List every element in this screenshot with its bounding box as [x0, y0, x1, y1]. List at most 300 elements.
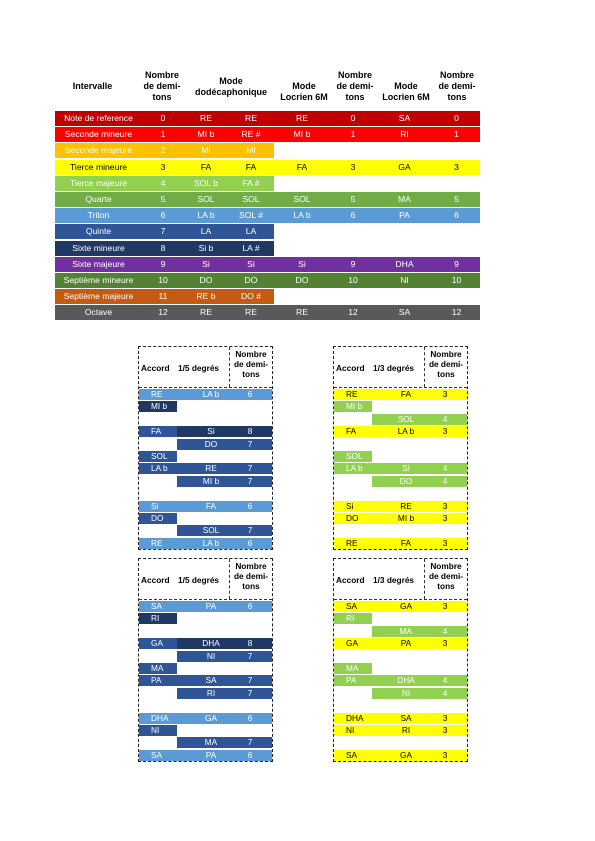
interval-cell: RE	[245, 113, 257, 123]
panel-header-chord: Accord	[336, 575, 365, 585]
interval-name: Quinte	[85, 226, 112, 237]
panel-row	[334, 675, 467, 686]
semitone-count: 3	[442, 426, 448, 437]
panel-row	[334, 725, 467, 736]
degree-note: LA b	[202, 537, 220, 548]
interval-cell: NI	[400, 275, 409, 285]
interval-cell: 9	[350, 258, 356, 269]
chord-note: DHA	[151, 712, 169, 723]
chord-note: DO	[346, 513, 359, 523]
header-line: tons	[242, 581, 260, 591]
header-semitones-3	[434, 70, 480, 103]
interval-cell: 9	[160, 258, 166, 269]
header-line: Locrien 6M	[280, 92, 328, 102]
degree-note: GA	[400, 749, 412, 760]
interval-cell: LA	[200, 226, 212, 237]
interval-cell: MI b	[197, 129, 215, 140]
degree-note: LA b	[202, 389, 220, 399]
interval-cell: 8	[160, 242, 166, 253]
semitone-count: 4	[442, 675, 448, 686]
interval-cell: MI	[246, 145, 256, 156]
interval-name: Octave	[84, 307, 113, 318]
panel-row	[334, 451, 467, 462]
panel-row	[334, 463, 467, 474]
chord-note: SA	[346, 601, 358, 611]
interval-cell: RE #	[241, 129, 261, 140]
panel-row	[334, 501, 467, 512]
interval-cell: Si b	[198, 242, 214, 253]
interval-cell: DHA	[395, 258, 414, 269]
interval-row	[55, 143, 274, 158]
panel-header-semitones	[230, 349, 272, 379]
panel-row	[334, 626, 467, 637]
interval-cell: 7	[160, 226, 166, 237]
panel-header-semitones	[230, 561, 272, 591]
semitone-count	[235, 613, 265, 624]
interval-cell: 3	[350, 161, 356, 172]
degree-note: Si	[207, 426, 215, 437]
header-line: Nombre	[430, 349, 462, 359]
interval-row	[55, 208, 480, 223]
interval-cell: DO	[244, 275, 258, 285]
chord-note: RI	[346, 613, 355, 624]
header-line: tons	[437, 369, 455, 379]
panel-row	[139, 463, 272, 474]
interval-row	[55, 305, 480, 320]
interval-cell: 6	[350, 210, 356, 221]
interval-cell: GA	[398, 161, 411, 172]
semitone-count: 7	[247, 675, 253, 686]
panel-row	[334, 538, 467, 549]
semitone-count: 6	[247, 601, 253, 611]
panel-header-degrees: 1/3 degrés	[373, 575, 415, 585]
interval-cell: LA b	[197, 210, 215, 221]
degree-note: FA	[205, 500, 217, 511]
interval-cell: RE	[200, 113, 212, 123]
interval-cell: SOL #	[238, 210, 264, 221]
interval-row	[55, 289, 274, 304]
interval-cell: 0	[160, 113, 166, 123]
semitone-count: 6	[247, 537, 253, 548]
header-line: Mode	[219, 76, 243, 86]
semitone-count: 4	[442, 413, 448, 424]
semitone-count: 4	[442, 687, 448, 698]
panel-row	[139, 538, 272, 549]
interval-cell: 5	[350, 194, 356, 204]
degree-note: PA	[400, 638, 412, 649]
degree-note: DO	[399, 475, 413, 486]
interval-cell: 1	[160, 129, 166, 140]
header-line: de demi-	[233, 359, 269, 369]
interval-row	[55, 192, 480, 207]
header-divider	[334, 599, 467, 600]
degree-note: PA	[205, 601, 217, 611]
chord-note: GA	[151, 638, 163, 649]
interval-cell: 1	[350, 129, 356, 140]
degree-note: SA	[400, 712, 412, 723]
interval-row	[55, 224, 274, 239]
chord-note: GA	[346, 638, 358, 649]
degree-note: PA	[205, 749, 217, 760]
interval-cell: PA	[399, 210, 410, 221]
panel-row	[139, 426, 272, 437]
degree-note: DHA	[397, 675, 415, 686]
semitone-count: 6	[247, 712, 253, 723]
semitone-count: 3	[442, 513, 448, 523]
chord-note: DHA	[346, 712, 364, 723]
interval-cell: 3	[160, 161, 166, 172]
semitone-count: 8	[247, 638, 253, 649]
interval-row	[55, 273, 480, 288]
panel-row	[139, 688, 272, 699]
header-line: Nombre	[235, 561, 267, 571]
interval-name: Sixte mineure	[72, 242, 125, 253]
degree-note: MA	[399, 625, 413, 636]
chord-panel	[138, 558, 273, 762]
interval-name: Triton	[87, 210, 110, 221]
panel-header-degrees: 1/5 degrés	[178, 363, 220, 373]
header-line: Mode	[394, 81, 418, 91]
panel-row	[139, 601, 272, 612]
degree-note: SOL	[202, 525, 220, 536]
panel-header-degrees: 1/5 degrés	[178, 575, 220, 585]
interval-cell: RE	[200, 307, 212, 318]
interval-cell: RE	[296, 307, 308, 318]
semitone-count: 6	[247, 500, 253, 511]
interval-cell: MI b	[293, 129, 311, 140]
semitone-count: 3	[442, 638, 448, 649]
interval-cell: FA	[245, 161, 257, 172]
semitone-count	[235, 663, 265, 674]
interval-cell: 5	[160, 194, 166, 204]
interval-cell: 11	[158, 291, 168, 302]
header-line: de demi-	[143, 81, 181, 91]
semitone-count: 4	[442, 625, 448, 636]
panel-row	[139, 638, 272, 649]
interval-cell: RE	[245, 307, 257, 318]
panel-header-degrees: 1/3 degrés	[373, 363, 415, 373]
header-line: de demi-	[336, 81, 374, 91]
interval-row	[55, 257, 480, 272]
interval-cell: 12	[348, 307, 358, 318]
semitone-count: 6	[247, 749, 253, 760]
degree-note: FA	[400, 389, 412, 399]
semitone-count: 7	[247, 475, 253, 486]
chord-note: RE	[151, 537, 163, 548]
semitone-count	[430, 613, 460, 624]
panel-row	[139, 651, 272, 662]
interval-name: Seconde majeure	[64, 145, 133, 156]
interval-cell: 9	[454, 258, 459, 269]
semitone-count: 6	[247, 389, 253, 399]
interval-cell: SOL b	[193, 177, 219, 188]
semitone-count: 3	[442, 389, 448, 399]
interval-cell: 5	[454, 194, 459, 204]
header-line: tons	[242, 369, 260, 379]
chord-note: MI b	[346, 401, 363, 412]
header-semitones-2	[332, 70, 378, 103]
interval-cell: 12	[451, 307, 462, 318]
header-line: de demi-	[428, 571, 464, 581]
panel-row	[334, 688, 467, 699]
chord-note: RI	[151, 613, 160, 624]
header-dodecaphonic	[186, 76, 276, 98]
interval-cell: SA	[398, 113, 411, 123]
interval-row	[55, 176, 274, 191]
panel-row	[139, 525, 272, 536]
panel-row	[334, 713, 467, 724]
chord-note: NI	[346, 725, 355, 735]
panel-row	[334, 750, 467, 761]
header-line: Locrien 6M	[382, 92, 430, 102]
panel-header-chord: Accord	[141, 575, 170, 585]
interval-cell: 2	[160, 145, 166, 156]
header-line: de demi-	[438, 81, 476, 91]
panel-row	[139, 675, 272, 686]
interval-name: Tierce mineure	[70, 161, 127, 172]
header-divider	[139, 387, 272, 388]
panel-row	[139, 725, 272, 736]
panel-row	[334, 663, 467, 674]
chord-note: LA b	[346, 463, 363, 474]
interval-cell: 4	[160, 177, 166, 188]
panel-header-semitones	[425, 349, 467, 379]
degree-note: LA b	[397, 426, 415, 437]
panel-row	[139, 451, 272, 462]
degree-note: RI	[401, 725, 411, 735]
semitone-count: 3	[442, 712, 448, 723]
interval-cell: FA	[200, 161, 212, 172]
degree-note: FA	[400, 537, 412, 548]
degree-note: NI	[206, 650, 216, 661]
header-line: Nombre	[337, 70, 372, 80]
semitone-count: 4	[442, 463, 448, 474]
header-line: tons	[447, 92, 467, 102]
header-divider	[334, 387, 467, 388]
chord-note: DO	[151, 513, 164, 523]
degree-note: RE	[400, 500, 412, 511]
chord-note: SA	[151, 749, 163, 760]
semitone-count	[235, 725, 265, 736]
degree-note	[386, 451, 426, 462]
interval-cell: MI	[201, 145, 211, 156]
interval-cell: DO #	[240, 291, 262, 302]
chord-note: FA	[346, 426, 357, 437]
semitone-count	[235, 513, 265, 524]
degree-note	[386, 663, 426, 674]
degree-note: MI b	[397, 513, 415, 523]
interval-cell: SA	[398, 307, 411, 318]
panel-row	[139, 476, 272, 487]
chord-note: MA	[346, 663, 359, 673]
interval-cell: SOL	[242, 194, 260, 204]
interval-cell: DO	[295, 275, 309, 285]
semitone-count: 7	[247, 687, 253, 698]
degree-note	[191, 663, 231, 674]
interval-cell: SOL	[293, 194, 311, 204]
degree-note	[386, 401, 426, 412]
header-line: tons	[437, 581, 455, 591]
panel-row	[334, 476, 467, 487]
interval-name: Tierce majeure	[70, 177, 127, 188]
chord-note: RE	[151, 389, 163, 399]
semitone-count: 3	[442, 601, 448, 611]
chord-note: PA	[151, 675, 162, 686]
panel-row	[139, 737, 272, 748]
header-line: Nombre	[430, 561, 462, 571]
interval-cell: SOL	[197, 194, 215, 204]
panel-row	[334, 513, 467, 524]
interval-cell: 10	[451, 275, 462, 285]
chord-panel	[333, 558, 468, 762]
header-line: Nombre	[439, 70, 474, 80]
interval-cell: FA	[296, 161, 308, 172]
interval-cell: Si	[202, 258, 210, 269]
interval-cell: RI	[400, 129, 409, 140]
interval-cell: FA #	[242, 177, 260, 188]
chord-note: MI b	[151, 401, 168, 412]
interval-cell: RE b	[196, 291, 216, 302]
interval-cell: LA	[245, 226, 257, 237]
semitone-count	[430, 401, 460, 412]
panel-row	[139, 501, 272, 512]
panel-header-chord: Accord	[141, 363, 170, 373]
degree-note: GA	[205, 712, 217, 723]
interval-name: Sixte majeure	[72, 258, 125, 269]
panel-row	[334, 389, 467, 400]
interval-cell: RE	[296, 113, 308, 123]
panel-row	[139, 439, 272, 450]
interval-cell: 1	[454, 129, 459, 140]
degree-note: DO	[204, 438, 218, 449]
panel-row	[334, 414, 467, 425]
panel-row	[334, 426, 467, 437]
interval-cell: 12	[158, 307, 168, 318]
header-line: Nombre	[144, 70, 179, 80]
chord-note: MA	[151, 663, 164, 673]
chord-panel	[138, 346, 273, 550]
degree-note	[191, 451, 231, 462]
chord-note: SA	[151, 601, 163, 611]
chord-note: FA	[151, 426, 162, 437]
interval-cell: 10	[348, 275, 358, 285]
header-line: dodécaphonique	[195, 87, 267, 97]
chord-note: LA b	[151, 463, 168, 474]
semitone-count	[235, 401, 265, 412]
degree-note: MA	[204, 737, 218, 748]
semitone-count: 8	[247, 426, 253, 437]
header-locrien-1	[276, 81, 332, 103]
header-line: de demi-	[233, 571, 269, 581]
interval-cell: 3	[454, 161, 459, 172]
interval-cell: 6	[160, 210, 166, 221]
semitone-count: 3	[442, 725, 448, 735]
interval-cell: 0	[454, 113, 459, 123]
degree-note: RI	[206, 687, 216, 698]
degree-note: SA	[205, 675, 217, 686]
semitone-count: 4	[442, 475, 448, 486]
header-line: Nombre	[235, 349, 267, 359]
degree-note	[191, 401, 231, 412]
interval-name: Septième mineure	[63, 275, 134, 285]
chord-panel	[333, 346, 468, 550]
interval-name: Note de reference	[64, 113, 133, 123]
interval-row	[55, 111, 480, 126]
semitone-count: 3	[442, 500, 448, 511]
semitone-count: 7	[247, 438, 253, 449]
degree-note: DHA	[202, 638, 220, 649]
interval-cell: LA #	[242, 242, 260, 253]
panel-header-chord: Accord	[336, 363, 365, 373]
panel-row	[334, 613, 467, 624]
interval-cell: Si	[298, 258, 306, 269]
degree-note: MI b	[202, 475, 220, 486]
header-divider	[139, 599, 272, 600]
chord-note: PA	[346, 675, 357, 686]
header-line: Mode	[292, 81, 316, 91]
interval-cell: Si	[247, 258, 255, 269]
panel-row	[139, 750, 272, 761]
degree-note: NI	[401, 687, 411, 698]
semitone-count: 7	[247, 650, 253, 661]
chord-note: SOL	[346, 451, 363, 461]
interval-cell: DO	[199, 275, 213, 285]
interval-cell: 6	[454, 210, 459, 221]
panel-row	[139, 663, 272, 674]
semitone-count	[430, 451, 460, 462]
panel-row	[139, 513, 272, 524]
panel-row	[139, 389, 272, 400]
panel-row	[139, 613, 272, 624]
header-line: tons	[345, 92, 365, 102]
panel-row	[139, 713, 272, 724]
chord-note: SOL	[151, 451, 168, 461]
semitone-count	[430, 663, 460, 674]
header-interval: Intervalle	[72, 81, 113, 91]
chord-note: RE	[346, 389, 358, 399]
interval-cell: 0	[350, 113, 356, 123]
semitone-count: 7	[247, 525, 253, 536]
semitone-count: 3	[442, 749, 448, 760]
panel-header-semitones	[425, 561, 467, 591]
semitone-count: 3	[442, 537, 448, 548]
interval-row	[55, 160, 480, 175]
degree-note	[191, 513, 231, 524]
header-line: de demi-	[428, 359, 464, 369]
interval-cell: MA	[398, 194, 411, 204]
chord-note: Si	[346, 500, 354, 511]
panel-row	[139, 401, 272, 412]
degree-note: GA	[400, 601, 412, 611]
interval-cell: 10	[158, 275, 168, 285]
semitone-count	[235, 451, 265, 462]
degree-note	[191, 725, 231, 736]
interval-name: Quarte	[85, 194, 112, 204]
chord-note: RE	[346, 537, 358, 548]
interval-cell: LA b	[293, 210, 311, 221]
chord-note: Si	[151, 500, 159, 511]
header-semitones-1	[138, 70, 186, 103]
interval-name: Seconde mineure	[64, 129, 133, 140]
header-locrien-2	[378, 81, 434, 103]
degree-note: SOL	[397, 413, 415, 424]
panel-row	[334, 638, 467, 649]
chord-note: NI	[151, 725, 160, 735]
degree-note	[191, 613, 231, 624]
interval-name: Septième majeure	[63, 291, 134, 302]
chord-note: SA	[346, 749, 358, 760]
semitone-count: 7	[247, 737, 253, 748]
